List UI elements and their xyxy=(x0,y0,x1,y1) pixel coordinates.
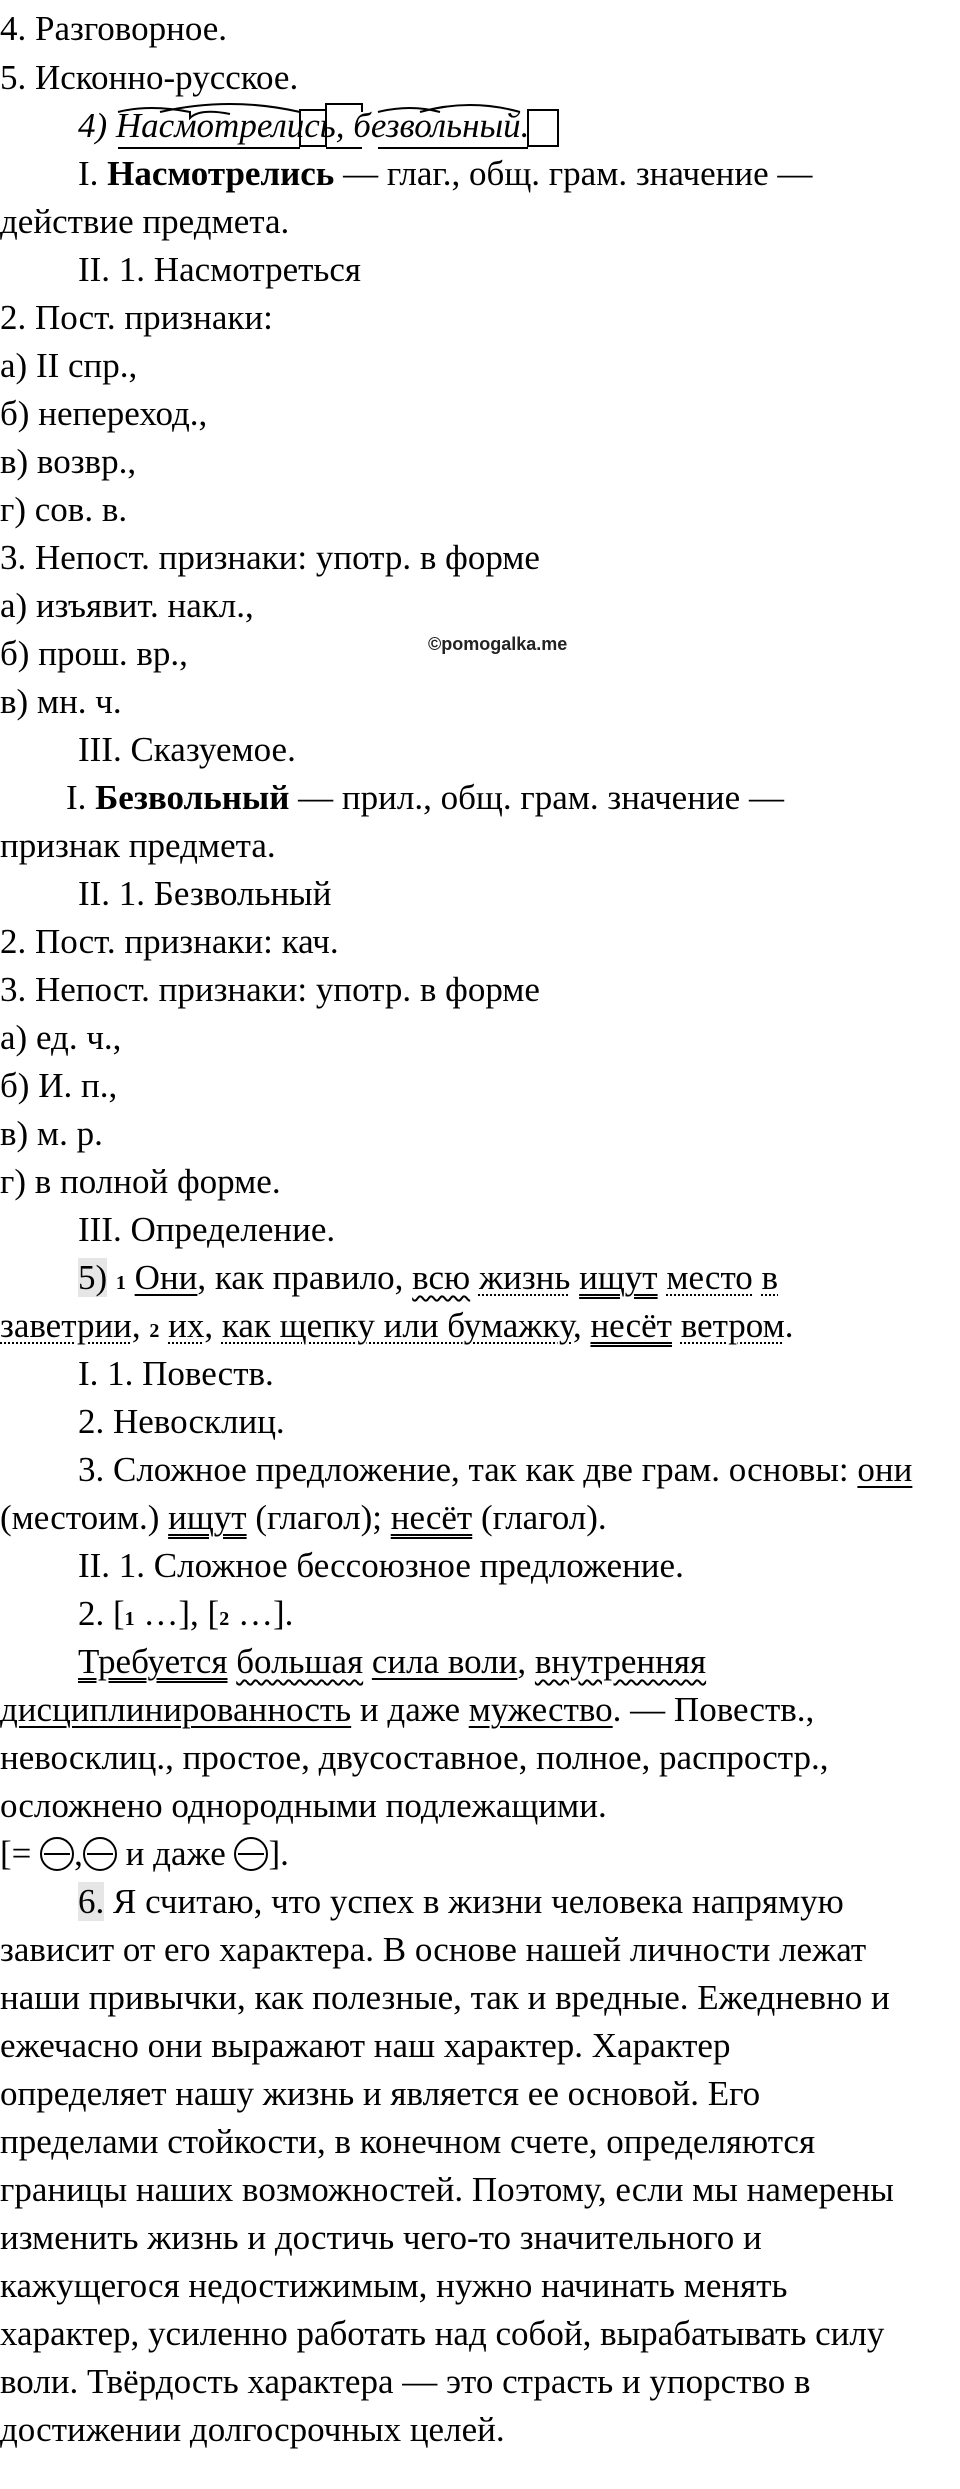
text-line xyxy=(66,774,784,822)
line-text: III. Сказуемое. xyxy=(78,730,296,769)
clause-number: 1 xyxy=(115,1272,126,1294)
analyzed-word: Насмотрелись xyxy=(107,154,335,193)
line-text: . — Повеств., xyxy=(612,1690,815,1729)
line-text: (глагол); xyxy=(255,1498,382,1537)
text-line xyxy=(0,630,188,678)
scheme-text: …], [ xyxy=(143,1594,220,1633)
object-word: место xyxy=(666,1258,753,1297)
scheme-text: [= xyxy=(0,1834,32,1873)
line-text: , как правило, xyxy=(197,1258,404,1297)
text-line xyxy=(0,2118,815,2166)
syntax-line xyxy=(0,1686,814,1734)
line-text: характер, усиленно работать над собой, вырабатывать силу xyxy=(0,2314,885,2353)
scheme-text: и даже xyxy=(125,1834,226,1873)
line-text: 3. Непост. признаки: употр. в форме xyxy=(0,970,540,1009)
line-text: 3. Сложное предложение, так как две грам. основы: xyxy=(78,1450,849,1489)
line-text: кажущегося недостижимым, нужно начинать менять xyxy=(0,2266,788,2305)
text-line xyxy=(0,1110,103,1158)
item-number: 4) xyxy=(78,106,108,145)
attribute-word: внутренняя xyxy=(534,1642,707,1681)
clause-number: 2 xyxy=(149,1320,160,1342)
clause-number: 1 xyxy=(124,1608,135,1630)
item-number: 5) xyxy=(78,1258,108,1297)
morph-word-bezvolny: безвольный xyxy=(353,106,521,145)
syntax-line: Требуется большая сила воли, внутренняя xyxy=(78,1642,707,1681)
syntax-line: заветрии, 2 их, как щепку или бумажку, несёт ветром. xyxy=(0,1306,794,1345)
line-text: г) сов. в. xyxy=(0,490,128,529)
line-text: а) II спр., xyxy=(0,346,138,385)
line-text: — прил., общ. грам. значение — xyxy=(298,778,784,817)
line-text: в) мн. ч. xyxy=(0,682,122,721)
item-number: 6. xyxy=(78,1882,105,1921)
roman-numeral: I. xyxy=(78,154,99,193)
text-line xyxy=(0,966,540,1014)
line-text: границы наших возможностей. Поэтому, если мы намерены xyxy=(0,2170,894,2209)
line-text: действие предмета. xyxy=(0,202,290,241)
text-line xyxy=(0,582,254,630)
attribute-word: большая xyxy=(236,1642,364,1681)
text-line xyxy=(0,438,136,486)
line-text: определяет нашу жизнь и является ее основой. Его xyxy=(0,2074,761,2113)
attribute-word: всю xyxy=(412,1258,471,1297)
text-line xyxy=(78,1542,684,1590)
line-text: II. 1. Насмотреться xyxy=(78,250,361,289)
homogeneous-member-circle xyxy=(40,1837,74,1871)
text-line xyxy=(78,1878,844,1926)
ending-box-2 xyxy=(528,110,558,146)
line-text: I. 1. Повеств. xyxy=(78,1354,274,1393)
text-line xyxy=(0,1494,607,1542)
text-line xyxy=(0,2166,894,2214)
morph-word-nasmotrelis: Насмотрелись xyxy=(115,106,336,145)
text-line xyxy=(0,822,276,870)
roman-numeral: I. xyxy=(66,778,87,817)
line-text: а) ед. ч., xyxy=(0,1018,122,1057)
line-text: 4. Разговорное. xyxy=(0,9,228,48)
text-line xyxy=(0,486,127,534)
line-text: II. 1. Безвольный xyxy=(78,874,332,913)
scheme-text: 2. [ xyxy=(78,1594,125,1633)
line-text: г) в полной форме. xyxy=(0,1162,281,1201)
line-text: б) И. п., xyxy=(0,1066,118,1105)
text-line xyxy=(78,1206,335,1254)
line-text: признак предмета. xyxy=(0,826,276,865)
analyzed-word: Безвольный xyxy=(95,778,290,817)
text-line xyxy=(0,1062,117,1110)
line-text: а) изъявит. накл., xyxy=(0,586,254,625)
homogeneous-member-circle xyxy=(234,1837,268,1871)
text-line xyxy=(0,2214,762,2262)
line-text: невосклиц., простое, двусоставное, полное, распростр., xyxy=(0,1738,829,1777)
predicate-word: Требуется xyxy=(78,1642,228,1681)
subject-word: дисциплинированность xyxy=(0,1690,352,1729)
text-line xyxy=(78,870,331,918)
text-line xyxy=(0,2406,505,2454)
syntax-line xyxy=(78,1254,778,1302)
text-line xyxy=(0,2070,760,2118)
adverbial-phrase: как щепку или бумажку xyxy=(221,1306,573,1345)
text-line xyxy=(0,390,207,438)
line-text: (глагол). xyxy=(480,1498,607,1537)
line-text: III. Определение. xyxy=(78,1210,336,1249)
text-line xyxy=(0,1734,828,1782)
text-line xyxy=(0,918,339,966)
line-text: 2. Невосклиц. xyxy=(78,1402,285,1441)
line-text: 2. Пост. признаки: кач. xyxy=(0,922,339,961)
subject-word: Они xyxy=(134,1258,198,1297)
text-line xyxy=(0,5,227,53)
line-text: достижении долгосрочных целей. xyxy=(0,2410,505,2449)
subject-word: мужество xyxy=(468,1690,613,1729)
watermark: ©pomogalka.me xyxy=(428,634,568,654)
text-line xyxy=(78,246,361,294)
morphemic-analysis-line xyxy=(78,102,529,150)
text-line xyxy=(0,1014,121,1062)
subject-word: они xyxy=(857,1450,913,1489)
text-line xyxy=(0,1782,607,1830)
text-line xyxy=(0,198,289,246)
scheme-line xyxy=(78,1590,293,1638)
line-text: воли. Твёрдость характера — это страсть и упорство в xyxy=(0,2362,811,2401)
text-line xyxy=(78,150,812,198)
object-word: заветрии xyxy=(0,1306,132,1345)
text-line xyxy=(0,342,137,390)
line-text: б) прош. вр., xyxy=(0,634,188,673)
text-line xyxy=(78,1398,285,1446)
line-text: II. 1. Сложное бессоюзное предложение. xyxy=(78,1546,684,1585)
object-word: жизнь xyxy=(478,1258,571,1297)
scheme-line: [= , и даже ]. xyxy=(0,1834,289,1873)
scheme-text: ]. xyxy=(268,1834,289,1873)
clause-number: 2 xyxy=(219,1608,230,1630)
line-text: (местоим.) xyxy=(0,1498,160,1537)
separator: , xyxy=(335,106,345,145)
text-line xyxy=(0,54,298,102)
line-text: зависит от его характера. В основе нашей личности лежат xyxy=(0,1930,867,1969)
scheme-text: …]. xyxy=(237,1594,294,1633)
line-text: наши привычки, как полезные, так и вредные. Ежедневно и xyxy=(0,1978,890,2017)
text-line xyxy=(0,2358,811,2406)
line-text: осложнено однородными подлежащими. xyxy=(0,1786,607,1825)
text-line xyxy=(0,2022,730,2070)
line-text: в) м. р. xyxy=(0,1114,103,1153)
line-text: пределами стойкости, в конечном счете, определяются xyxy=(0,2122,816,2161)
text-line xyxy=(78,1446,912,1494)
line-text: Я считаю, что успех в жизни человека напрямую xyxy=(113,1882,844,1921)
period: . xyxy=(520,106,530,145)
line-text: 2. Пост. признаки: xyxy=(0,298,273,337)
text-line xyxy=(0,294,273,342)
predicate-word: несёт xyxy=(590,1306,672,1345)
predicate-word: ищут xyxy=(579,1258,658,1297)
text-line xyxy=(0,534,540,582)
text-line xyxy=(0,1158,281,1206)
line-text: изменить жизнь и достичь чего-то значительного и xyxy=(0,2218,762,2257)
predicate-word: несёт xyxy=(390,1498,473,1537)
subject-word: сила воли xyxy=(371,1642,518,1681)
line-text: б) непереход., xyxy=(0,394,208,433)
line-text: ежечасно они выражают наш характер. Характер xyxy=(0,2026,731,2065)
text-line xyxy=(0,1926,866,1974)
text-line xyxy=(78,1350,274,1398)
homogeneous-member-circle xyxy=(83,1837,117,1871)
object-word: ветром xyxy=(680,1306,785,1345)
predicate-word: ищут xyxy=(168,1498,247,1537)
object-word: их xyxy=(168,1306,205,1345)
text-line xyxy=(78,726,296,774)
object-word: в xyxy=(761,1258,779,1297)
text-line xyxy=(0,678,122,726)
text-line xyxy=(0,2262,787,2310)
line-text: в) возвр., xyxy=(0,442,137,481)
line-text: и даже xyxy=(359,1690,460,1729)
text-line xyxy=(0,1974,890,2022)
line-text: 5. Исконно-русское. xyxy=(0,58,299,97)
line-text: — глаг., общ. грам. значение — xyxy=(343,154,813,193)
text-line xyxy=(0,2310,884,2358)
line-text: 3. Непост. признаки: употр. в форме xyxy=(0,538,540,577)
